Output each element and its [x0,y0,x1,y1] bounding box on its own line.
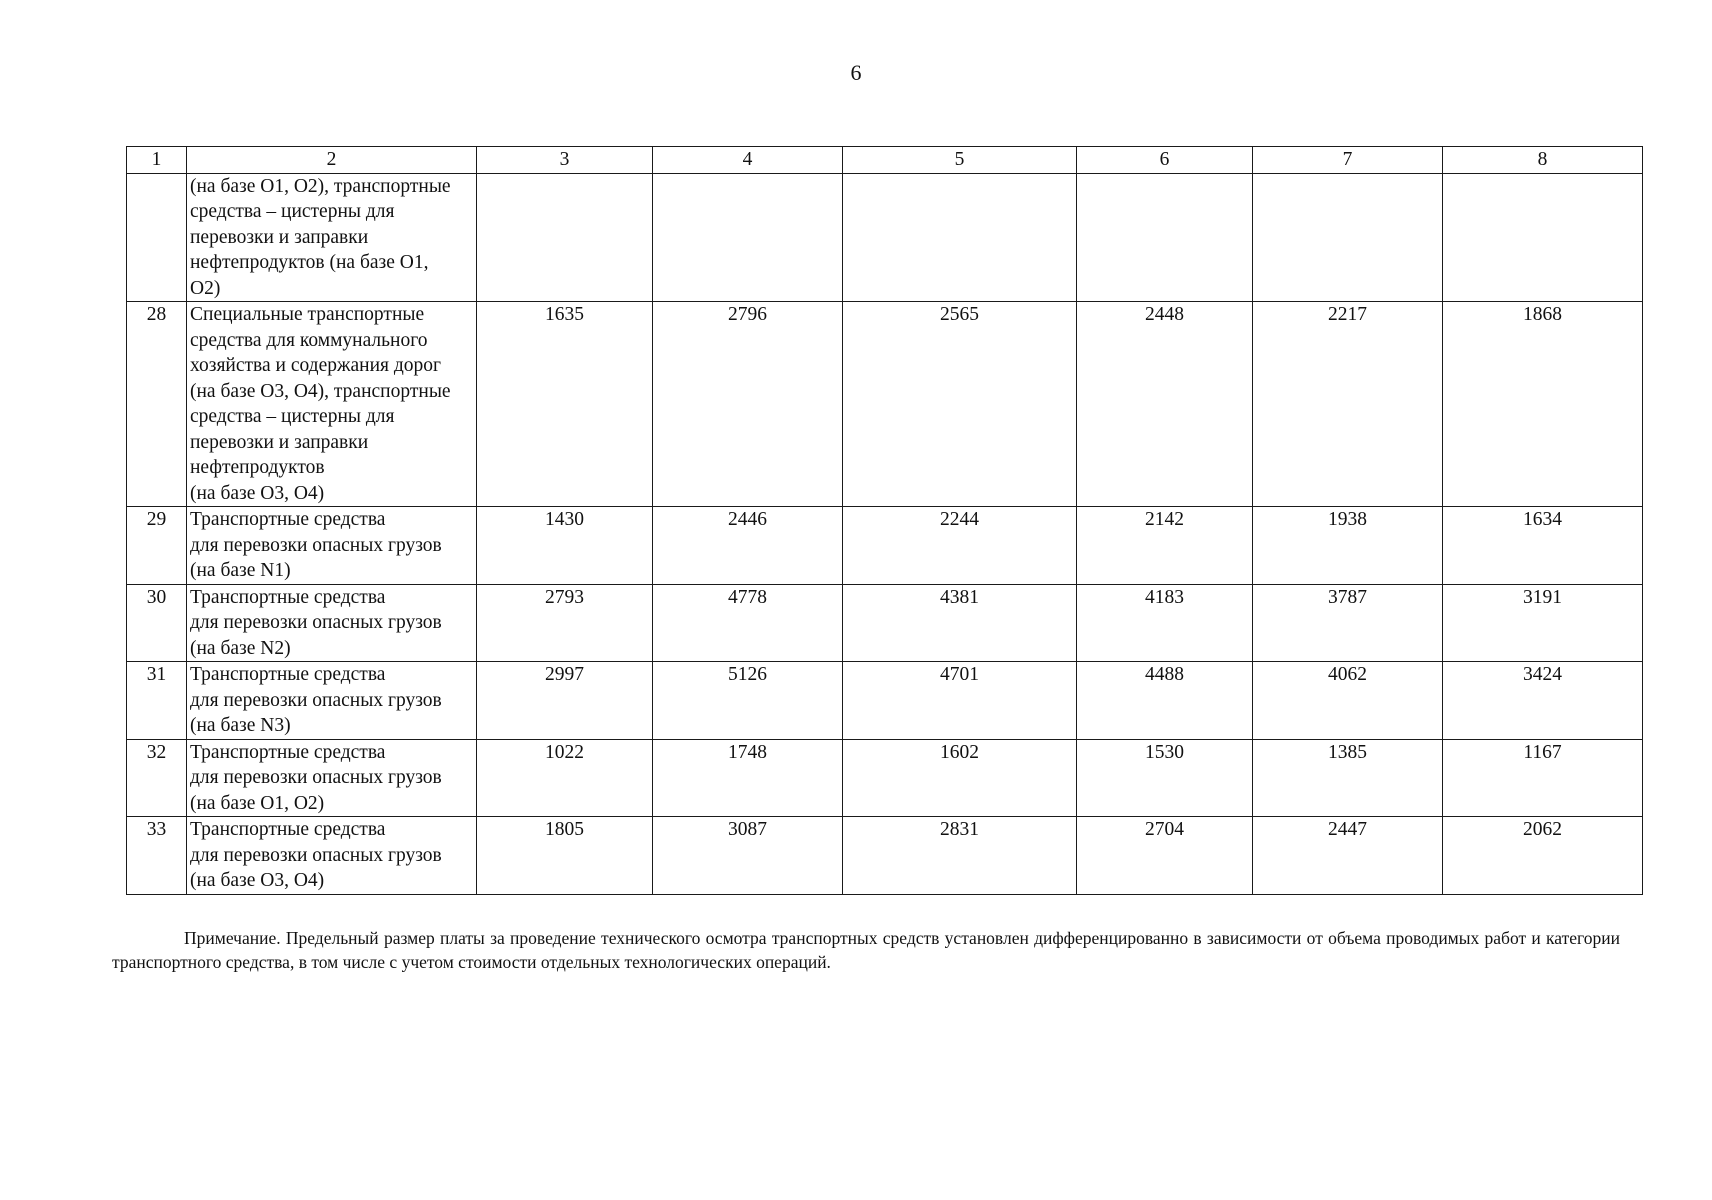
fee-value: 1938 [1253,507,1443,585]
table-row [127,739,1643,817]
vehicle-description [187,173,477,302]
description-line: (на базе O1, O2) [190,792,325,814]
description-line: перевозки и заправки [190,226,369,248]
fee-value: 2062 [1443,817,1643,895]
description-line: O2) [190,277,221,299]
fee-value: 1805 [477,817,653,895]
note-text: Примечание. Предельный размер платы за проведение технического осмотра транспортных средств установлен дифференцированно в зависимости от объема проводимых работ и категории транспортного средства, в том числе с учетом стоимости отдельных технологических операций. [112,928,1620,972]
description-line: нефтепродуктов [190,457,325,478]
fee-value: 3087 [653,817,843,895]
row-number: 28 [127,302,187,507]
fee-value [1077,173,1253,302]
fee-value: 2217 [1253,302,1443,507]
table-row [127,817,1643,895]
description-line: (на базе N1) [190,560,291,581]
fee-value: 1635 [477,302,653,507]
description-line: (на базе O3, O4) [190,870,325,891]
fee-value: 2793 [477,584,653,662]
fee-value [1443,173,1643,302]
column-header: 3 [477,147,653,174]
description-line: средства для коммунального [190,329,428,351]
description-line: (на базе N2) [190,637,291,659]
column-header: 1 [127,147,187,174]
column-header: 5 [843,147,1077,174]
description-line: хозяйства и содержания дорог [190,355,442,376]
description-line: Транспортные средства [190,819,386,840]
description-line: для перевозки опасных грузов [190,689,442,711]
column-header: 2 [187,147,477,174]
description-line: Транспортные средства [190,664,386,685]
description-line: Специальные транспортные [190,304,425,325]
description-line: (на базе N3) [190,715,291,736]
description-line: Транспортные средства [190,741,386,763]
fee-value: 1748 [653,739,843,817]
fee-value: 1385 [1253,739,1443,817]
description-line: для перевозки опасных грузов [190,534,442,556]
fee-value [477,173,653,302]
fee-value: 1430 [477,507,653,585]
row-number: 33 [127,817,187,895]
page-number: 6 [850,60,862,85]
fee-value: 4778 [653,584,843,662]
row-number: 31 [127,662,187,740]
description-line: для перевозки опасных грузов [190,612,442,633]
table-body [127,173,1643,894]
table-row [127,302,1643,507]
description-line: нефтепродуктов (на базе O1, [190,252,429,273]
fee-value: 2565 [843,302,1077,507]
fee-value: 2244 [843,507,1077,585]
header-row [127,147,1643,174]
fee-value: 4701 [843,662,1077,740]
fee-value: 2446 [653,507,843,585]
table-row [127,173,1643,302]
row-number [127,173,187,302]
column-header: 6 [1077,147,1253,174]
fee-value: 5126 [653,662,843,740]
description-line: (на базе O3, O4), транспортные [190,380,451,402]
column-header: 7 [1253,147,1443,174]
fee-value: 4381 [843,584,1077,662]
row-number: 32 [127,739,187,817]
fee-value [653,173,843,302]
fee-value: 4183 [1077,584,1253,662]
fee-value: 4062 [1253,662,1443,740]
fee-value: 2142 [1077,507,1253,585]
fee-value: 4488 [1077,662,1253,740]
fee-value: 1634 [1443,507,1643,585]
vehicle-description [187,739,477,817]
description-line: Транспортные средства [190,509,386,530]
row-number: 30 [127,584,187,662]
fee-value: 2997 [477,662,653,740]
fee-value: 1167 [1443,739,1643,817]
row-number: 29 [127,507,187,585]
description-line: для перевозки опасных грузов [190,767,442,788]
description-line: для перевозки опасных грузов [190,844,442,866]
table-row [127,584,1643,662]
fee-value: 1530 [1077,739,1253,817]
fee-value: 1602 [843,739,1077,817]
vehicle-description [187,817,477,895]
column-header: 8 [1443,147,1643,174]
tariff-table [126,146,1643,895]
vehicle-description [187,507,477,585]
fee-value: 2796 [653,302,843,507]
column-header: 4 [653,147,843,174]
fee-value: 2704 [1077,817,1253,895]
fee-value: 3424 [1443,662,1643,740]
vehicle-description [187,584,477,662]
fee-value [843,173,1077,302]
description-line: (на базе O1, O2), транспортные [190,175,451,197]
table-header [127,147,1643,174]
description-line: средства – цистерны для [190,201,395,222]
vehicle-description [187,662,477,740]
description-line: средства – цистерны для [190,406,395,427]
fee-value: 2448 [1077,302,1253,507]
fee-value: 3191 [1443,584,1643,662]
table-row [127,507,1643,585]
description-line: Транспортные средства [190,586,386,608]
table-row [127,662,1643,740]
fee-value: 1022 [477,739,653,817]
fee-value: 1868 [1443,302,1643,507]
vehicle-description [187,302,477,507]
description-line: (на базе O3, O4) [190,482,325,504]
fee-value [1253,173,1443,302]
description-line: перевозки и заправки [190,431,369,453]
fee-value: 3787 [1253,584,1443,662]
fee-value: 2447 [1253,817,1443,895]
fee-value: 2831 [843,817,1077,895]
